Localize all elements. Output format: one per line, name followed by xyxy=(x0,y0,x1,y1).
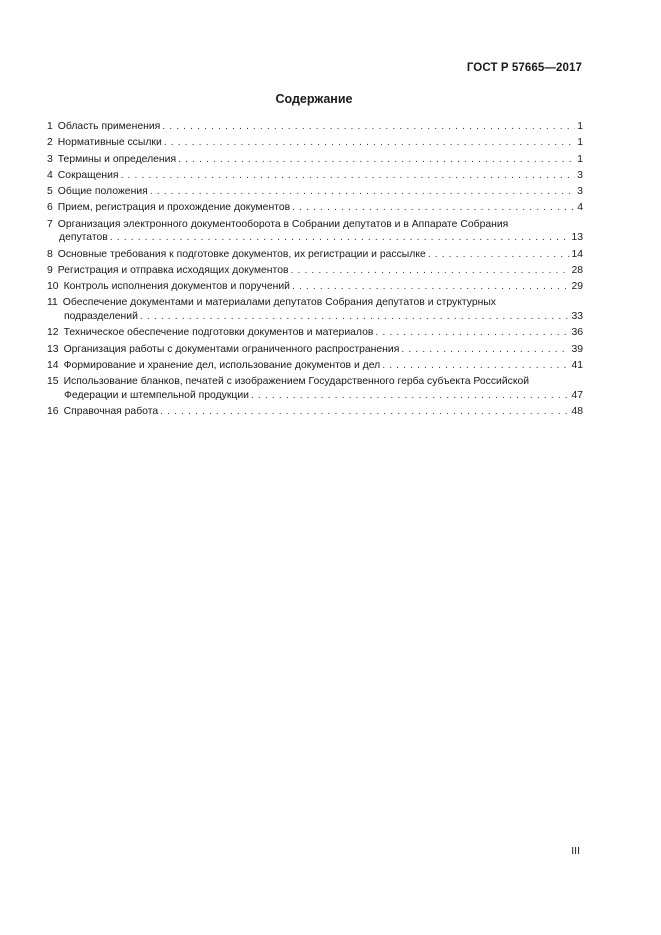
toc-leader-dots xyxy=(292,280,569,294)
toc-entry-number: 9 xyxy=(47,264,53,276)
toc-entry-page: 1 xyxy=(577,121,583,132)
toc-leader-dots xyxy=(150,185,575,199)
toc-entry-page: 48 xyxy=(571,405,583,417)
toc-leader-dots xyxy=(162,120,575,134)
toc-entry-number: 16 xyxy=(47,405,59,417)
toc-entry-label: Прием, регистрация и прохождение документов xyxy=(57,202,291,214)
toc-entry-label: депутатов xyxy=(59,232,108,244)
toc-entry[interactable] xyxy=(47,280,583,294)
toc-leader-dots xyxy=(401,343,569,357)
toc-entry-label: Организация электронного документооборота в Собрании депутатов и в Аппарате Собрания xyxy=(57,218,509,230)
toc-entry-number: 1 xyxy=(47,121,53,132)
toc-leader-dots xyxy=(121,169,576,183)
table-of-contents xyxy=(47,120,583,421)
standard-code: ГОСТ Р 57665—2017 xyxy=(466,62,582,74)
toc-leader-dots xyxy=(110,231,570,245)
toc-leader-dots xyxy=(428,248,570,262)
toc-entry-label: Формирование и хранение дел, использование документов и дел xyxy=(63,359,381,371)
toc-entry-page: 28 xyxy=(571,264,583,276)
toc-entry-label: Нормативные ссылки xyxy=(57,137,162,149)
toc-entry-label: Справочная работа xyxy=(63,405,159,417)
toc-entry-label: Область применения xyxy=(57,121,161,132)
toc-entry-label: Основные требования к подготовке документов, их регистрации и рассылке xyxy=(57,248,426,260)
toc-entry-label: Термины и определения xyxy=(57,153,177,165)
toc-leader-dots xyxy=(375,326,569,340)
toc-entry-number: 11 xyxy=(47,297,58,309)
toc-entry-number: 4 xyxy=(47,169,53,181)
toc-leader-dots xyxy=(292,201,575,215)
toc-entry[interactable] xyxy=(47,185,583,199)
toc-entry-page: 4 xyxy=(577,202,583,214)
toc-entry-page: 33 xyxy=(571,310,583,322)
toc-leader-dots xyxy=(160,405,569,419)
toc-entry[interactable] xyxy=(47,120,583,134)
toc-entry-label: Сокращения xyxy=(57,169,119,181)
toc-entry-page: 13 xyxy=(571,232,583,244)
toc-entry-label: Техническое обеспечение подготовки документов и материалов xyxy=(63,327,374,339)
toc-title: Содержание xyxy=(275,92,353,106)
toc-entry-number: 2 xyxy=(47,137,53,149)
toc-entry-number: 10 xyxy=(47,281,59,293)
toc-entry[interactable] xyxy=(47,326,583,340)
toc-entry[interactable] xyxy=(47,136,583,150)
toc-leader-dots xyxy=(251,389,569,403)
toc-entry-page: 1 xyxy=(577,153,583,165)
toc-entry[interactable] xyxy=(47,218,583,245)
page-number: III xyxy=(571,845,580,857)
toc-entry-page: 1 xyxy=(577,137,583,149)
toc-entry-page: 39 xyxy=(571,343,583,355)
toc-leader-dots xyxy=(164,136,575,150)
toc-entry-page: 47 xyxy=(571,389,583,401)
toc-entry-number: 7 xyxy=(47,218,53,230)
toc-entry-number: 3 xyxy=(47,153,53,165)
toc-entry-label: Организация работы с документами ограниченного распространения xyxy=(63,343,400,355)
toc-entry-label: Использование бланков, печатей с изображением Государственного герба субъекта Российской xyxy=(63,376,530,388)
toc-entry-number: 5 xyxy=(47,186,53,198)
toc-entry[interactable] xyxy=(47,169,583,183)
toc-entry[interactable] xyxy=(47,248,583,262)
toc-entry-page: 14 xyxy=(571,248,583,260)
toc-entry-number: 15 xyxy=(47,376,59,388)
toc-entry-page: 29 xyxy=(571,281,583,293)
toc-entry[interactable] xyxy=(47,153,583,167)
toc-entry[interactable] xyxy=(47,343,583,357)
toc-leader-dots xyxy=(140,310,570,324)
toc-leader-dots xyxy=(382,359,569,373)
toc-entry-number: 12 xyxy=(47,327,59,339)
toc-entry-label: Контроль исполнения документов и поручений xyxy=(63,281,290,293)
toc-entry-label: Обеспечение документами и материалами депутатов Собрания депутатов и структурных xyxy=(62,297,497,309)
toc-entry-number: 13 xyxy=(47,343,59,355)
toc-entry[interactable] xyxy=(47,359,583,373)
toc-entry[interactable] xyxy=(47,296,583,323)
toc-entry-page: 36 xyxy=(571,327,583,339)
toc-entry-number: 14 xyxy=(47,359,59,371)
toc-entry-number: 8 xyxy=(47,248,53,260)
toc-entry-page: 3 xyxy=(577,169,583,181)
toc-entry[interactable] xyxy=(47,264,583,278)
toc-entry-label: подразделений xyxy=(64,310,138,322)
toc-entry-label: Общие положения xyxy=(57,186,148,198)
toc-entry-label: Федерации и штемпельной продукции xyxy=(64,389,249,401)
toc-entry-label: Регистрация и отправка исходящих документов xyxy=(57,264,289,276)
toc-leader-dots xyxy=(178,153,575,167)
toc-entry[interactable] xyxy=(47,405,583,419)
toc-entry-number: 6 xyxy=(47,202,53,214)
toc-entry[interactable] xyxy=(47,375,583,402)
toc-entry-page: 3 xyxy=(577,186,583,198)
toc-entry[interactable] xyxy=(47,201,583,215)
toc-entry-page: 41 xyxy=(571,359,583,371)
toc-leader-dots xyxy=(291,264,570,278)
